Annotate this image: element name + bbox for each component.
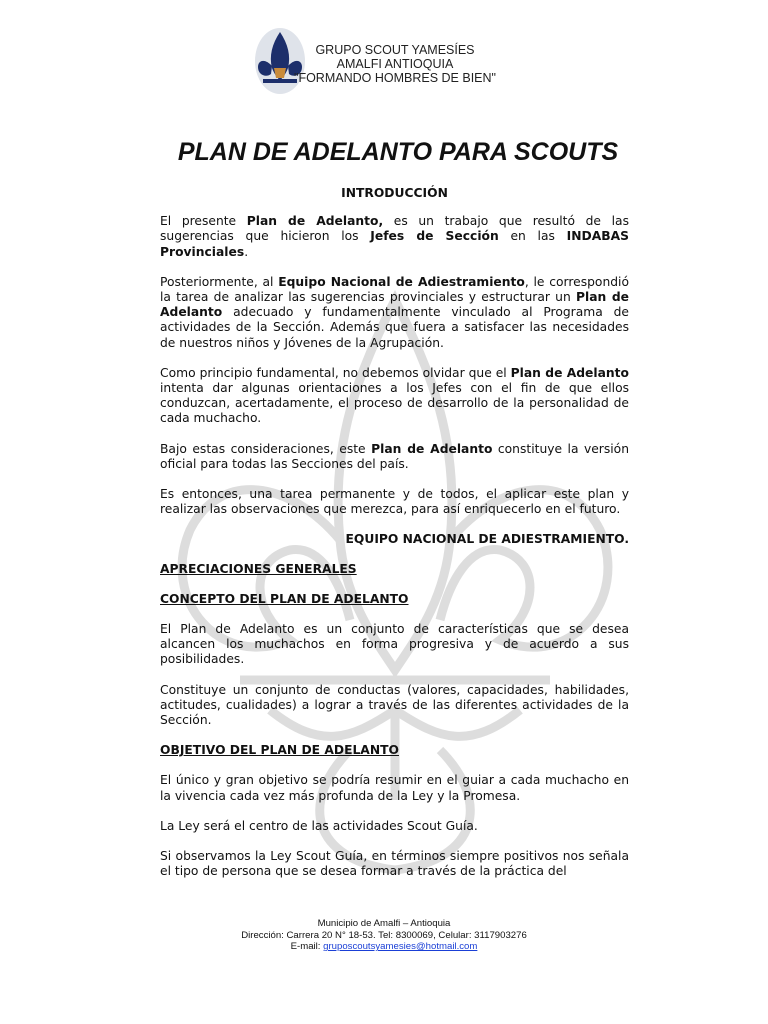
section-heading-objective: OBJETIVO DEL PLAN DE ADELANTO — [160, 743, 399, 758]
org-name: GRUPO SCOUT YAMESÍES — [315, 43, 475, 57]
paragraph-8: El único y gran objetivo se podría resumir en el guiar a cada muchacho en la vivencia cada vez más profunda de la Ley y la Promesa. — [160, 773, 629, 803]
footer-email-label: E-mail: — [290, 941, 324, 953]
introduction-heading: INTRODUCCIÓN — [341, 186, 448, 200]
page-footer — [150, 918, 618, 953]
paragraph-5: Es entonces, una tarea permanente y de todos, el aplicar este plan y realizar las observaciones que merezca, para así enriquecerlo en el futuro. — [160, 487, 629, 517]
footer-municipality: Municipio de Amalfi – Antioquia — [317, 918, 451, 929]
footer-email-line — [150, 941, 618, 953]
footer-address: Dirección: Carrera 20 N° 18-53. Tel: 8300069, Celular: 3117903276 — [241, 929, 527, 941]
paragraph-1: El presente Plan de Adelanto, es un trabajo que resultó de las sugerencias que hicieron los Jefes de Sección en las INDABAS Provinciales. — [160, 214, 629, 259]
paragraph-7: Constituye un conjunto de conductas (valores, capacidades, habilidades, actitudes, cualidades) a lograr a través de las diferentes actividades de la Sección. — [160, 682, 629, 728]
org-place: AMALFI ANTIOQUIA — [336, 57, 454, 71]
paragraph-9: La Ley será el centro de las actividades Scout Guía. — [160, 818, 478, 833]
organization-header — [285, 43, 505, 85]
paragraph-3: Como principio fundamental, no debemos olvidar que el Plan de Adelanto intenta dar algunas orientaciones a los Jefes con el fin de que ellos conduzcan, acertadamente, el proceso de desarrollo de la personalidad de cada muchacho. — [160, 365, 629, 426]
email-link[interactable]: gruposcoutsyamesies@hotmail.com — [323, 941, 478, 953]
paragraph-4: Bajo estas consideraciones, este Plan de Adelanto constituye la versión oficial para todas las Secciones del país. — [160, 441, 629, 471]
paragraph-2: Posteriormente, al Equipo Nacional de Adiestramiento, le correspondió la tarea de analizar las sugerencias provinciales y estructurar un Plan de Adelanto adecuado y fundamentalmente vinculado al Programa de actividades de la Sección. Además que fuera a satisfacer las necesidades de nuestros niños y Jóvenes de la Agrupación. — [160, 274, 629, 350]
section-heading-general: APRECIACIONES GENERALES — [160, 561, 357, 576]
document-title: PLAN DE ADELANTO PARA SCOUTS — [177, 138, 619, 166]
paragraph-6: El Plan de Adelanto es un conjunto de características que se desea alcancen los muchachos en forma progresiva y de acuerdo a sus posibilidades. — [160, 622, 629, 667]
section-heading-concept: CONCEPTO DEL PLAN DE ADELANTO — [160, 591, 409, 606]
document-body — [160, 186, 629, 880]
org-motto: "FORMANDO HOMBRES DE BIEN" — [294, 71, 496, 85]
paragraph-10: Si observamos la Ley Scout Guía, en términos siempre positivos nos señala el tipo de persona que se desea formar a través de la práctica del — [160, 849, 629, 879]
signature: EQUIPO NACIONAL DE ADIESTRAMIENTO. — [345, 532, 629, 547]
